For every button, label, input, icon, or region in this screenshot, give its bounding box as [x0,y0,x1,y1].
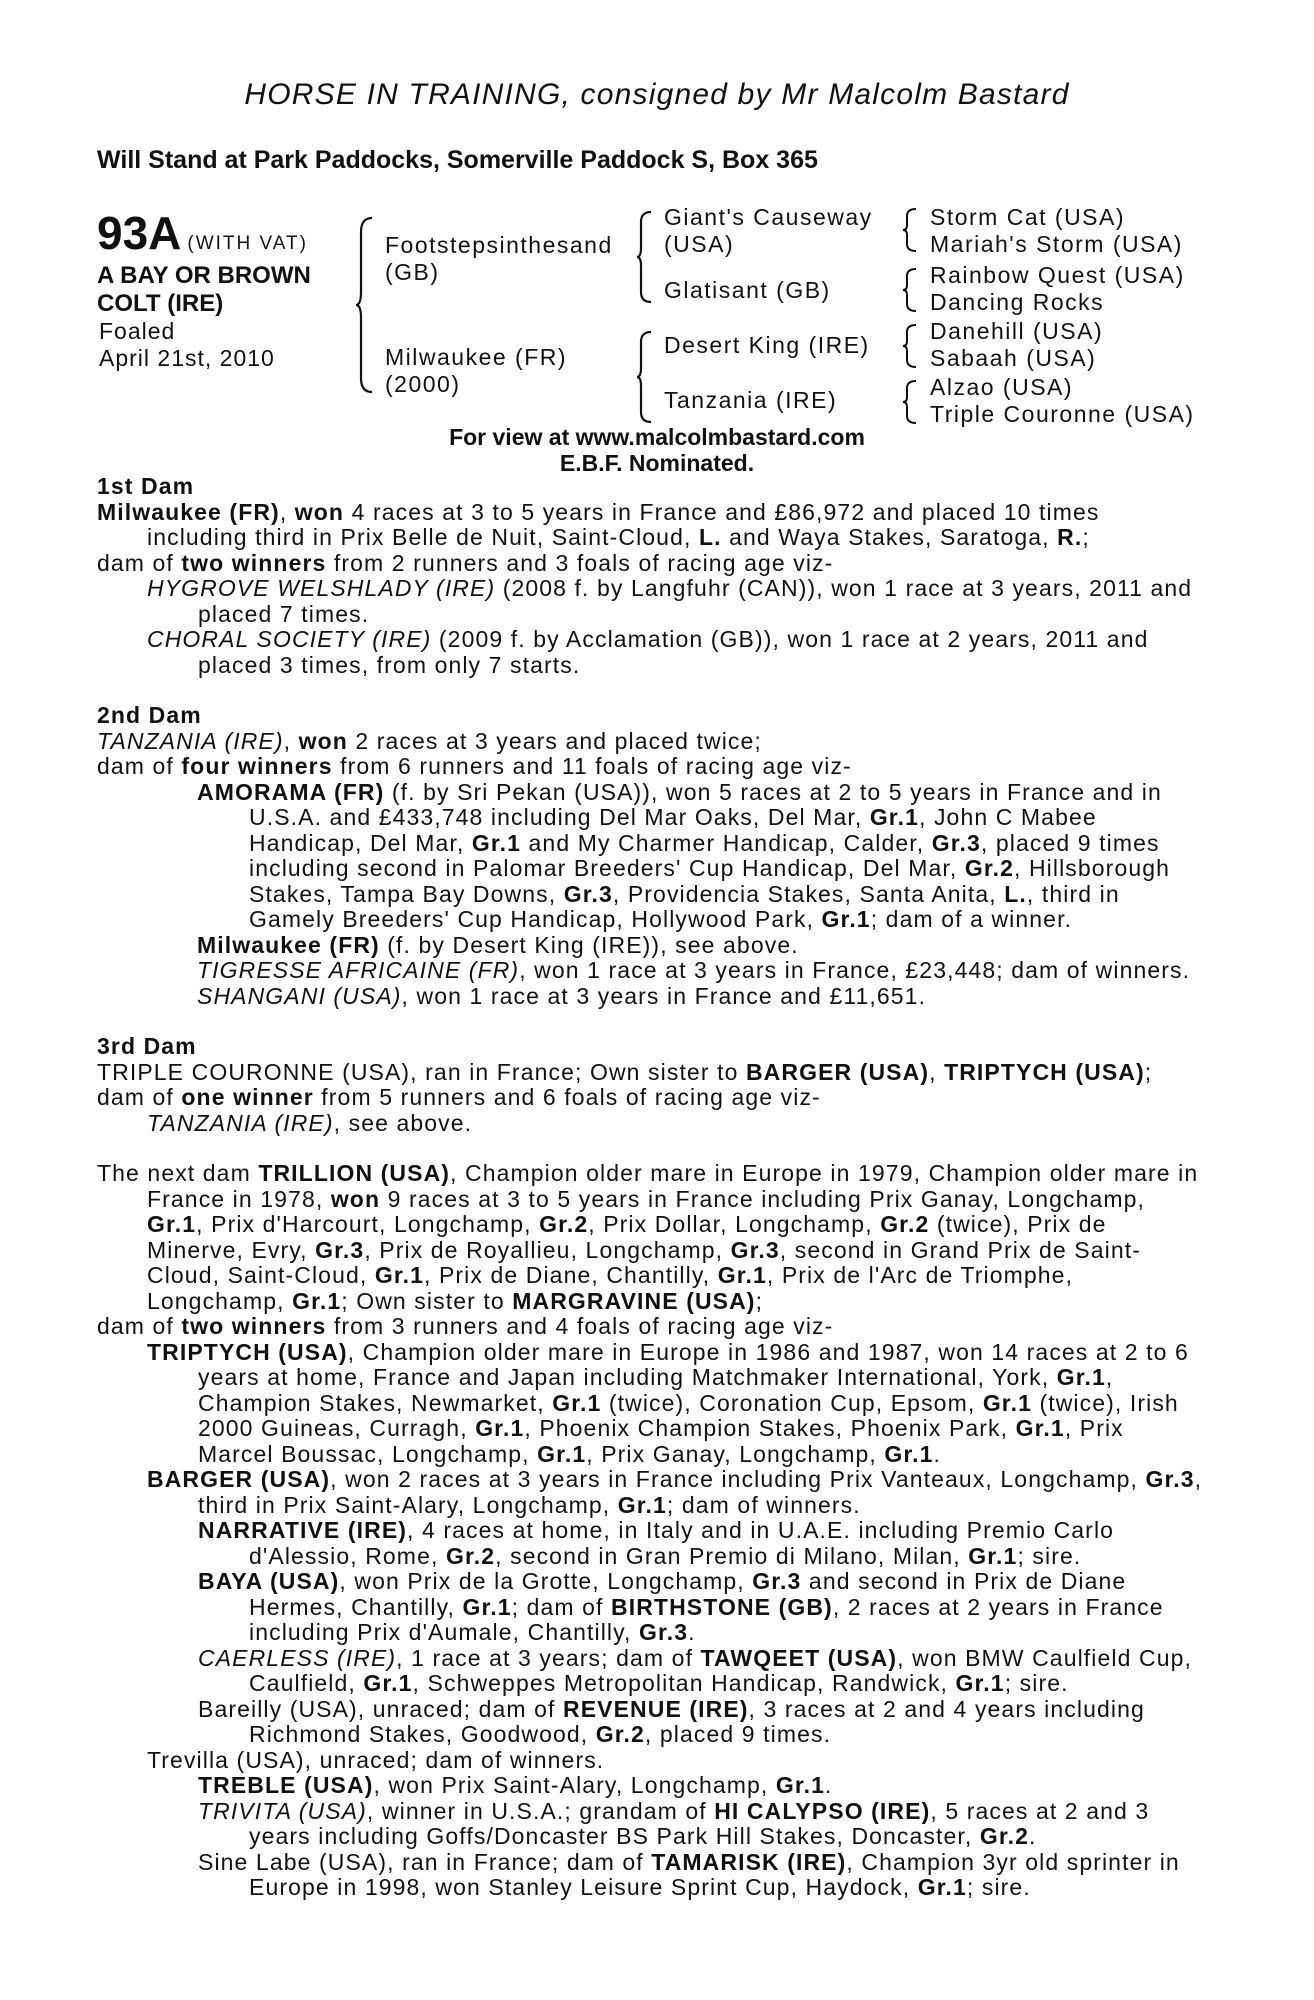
lot-number: 93A [97,207,182,259]
produce-trivita: TRIVITA (USA), winner in U.S.A.; grandam of HI CALYPSO (IRE), 5 races at 2 and 3 years including Goffs/Doncaster BS Park Hill Stakes, Doncaster, Gr.2. [198,1797,1150,1849]
ebf-note: E.B.F. Nominated. [559,450,755,476]
second-dam-produce: dam of four winners from 6 runners and 11 foals of racing age viz- [97,753,852,779]
produce-tanzania: TANZANIA (IRE), see above. [147,1109,473,1136]
produce-tigresse: TIGRESSE AFRICAINE (FR), won 1 race at 3 years in France, £23,448; dam of winners. [197,957,1191,983]
section-1st-dam: 1st Dam [97,473,195,499]
first-dam-entry: Milwaukee (FR), won 4 races at 3 to 5 years in France and £86,972 and placed 10 times including third in Prix Belle de Nuit, Saint-Cloud, L. and Waya Stakes, Saratoga, R.; [97,498,1100,550]
produce-triptych: TRIPTYCH (USA), Champion older mare in Europe in 1986 and 1987, won 14 races at 2 to 6 years at home, France and Japan including Matchmaker International, York, Gr.1, Champion Stakes, Newmarket, Gr.1 (twice), Coronation Cup, Epsom, Gr.1 (twice), Irish 2000 Guineas, Curragh, Gr.1, Phoenix Champion Stakes, Phoenix Park, Gr.1, Prix Marcel Boussac, Longchamp, Gr.1, Prix Ganay, Longchamp, Gr.1. [147,1338,1189,1467]
produce-hygrove: HYGROVE WELSHLADY (IRE) (2008 f. by Langfuhr (CAN)), won 1 race at 3 years, 2011 and placed 7 times. [147,575,1193,627]
page-header-title: HORSE IN TRAINING, consigned by Mr Malcolm Bastard [244,78,1070,111]
pedigree-brace-sire [636,208,654,306]
produce-caerless: CAERLESS (IRE), 1 race at 3 years; dam of TAWQEET (USA), won BMW Caulfield Cup, Caulfield, Gr.1, Schweppes Metropolitan Handicap, Randwick, Gr.1; sire. [198,1644,1192,1696]
produce-baya: BAYA (USA), won Prix de la Grotte, Longchamp, Gr.3 and second in Prix de Diane Hermes, Chantilly, Gr.1; dam of BIRTHSTONE (GB), 2 races at 2 years in France including Prix d'Aumale, Chantilly, Gr.3. [198,1568,1164,1645]
produce-narrative: NARRATIVE (IRE), 4 races at home, in Italy and in U.A.E. including Premio Carlo d'Alessio, Rome, Gr.2, second in Gran Premio di Milano, Milan, Gr.1; sire. [198,1517,1115,1569]
produce-treble: TREBLE (USA), won Prix Saint-Alary, Longchamp, Gr.1. [198,1772,833,1798]
section-2nd-dam: 2nd Dam [97,702,202,728]
pedigree-ggp-4: Alzao (USA) Triple Couronne (USA) [930,374,1195,427]
produce-choral-society: CHORAL SOCIETY (IRE) (2009 f. by Acclamation (GB)), won 1 race at 2 years, 2011 and placed 3 times, from only 7 starts. [147,626,1149,678]
pedigree-dam: Milwaukee (FR) (2000) [385,344,568,397]
foaled-date: April 21st, 2010 [99,345,275,371]
pedigree-dam-dam: Tanzania (IRE) [664,387,838,413]
pedigree-brace-main [355,210,375,400]
first-dam-produce: dam of two winners from 2 runners and 3 foals of racing age viz- [97,549,834,576]
foaled-info [99,318,275,372]
horse-description-line1: A BAY OR BROWN [97,262,311,289]
pedigree-brace-dd [902,378,918,426]
vat-note: (WITH VAT) [187,233,308,254]
produce-trevilla: Trevilla (USA), unraced; dam of winners. [147,1746,605,1773]
third-dam-produce: dam of one winner from 5 runners and 6 foals of racing age viz- [97,1084,821,1110]
horse-description-line2: COLT (IRE) [97,290,224,317]
lot-heading [97,206,308,260]
second-dam-entry: TANZANIA (IRE), won 2 races at 3 years and placed twice; [97,727,762,754]
produce-sine-labe: Sine Labe (USA), ran in France; dam of TAMARISK (IRE), Champion 3yr old sprinter in Europe in 1998, won Stanley Leisure Sprint Cup, Haydock, Gr.1; sire. [198,1848,1180,1900]
pedigree-sire-dam: Glatisant (GB) [664,277,831,303]
horse-description [97,262,311,318]
produce-milwaukee: Milwaukee (FR) (f. by Desert King (IRE)), see above. [197,931,799,958]
pedigree-brace-dam [636,328,654,426]
pedigree-dam-sire: Desert King (IRE) [664,332,870,358]
pedigree-brace-ds [902,322,918,370]
third-dam-entry: TRIPLE COURONNE (USA), ran in France; Own sister to BARGER (USA), TRIPTYCH (USA); [97,1058,1153,1085]
pedigree-brace-sd [902,266,918,314]
stand-location: Will Stand at Park Paddocks, Somerville Paddock S, Box 365 [97,146,818,174]
pedigree-ggp-2: Rainbow Quest (USA) Dancing Rocks [930,262,1185,315]
produce-bareilly: Bareilly (USA), unraced; dam of REVENUE (IRE), 3 races at 2 and 4 years including Richmond Stakes, Goodwood, Gr.2, placed 9 times. [198,1695,1145,1747]
produce-amorama: AMORAMA (FR) (f. by Sri Pekan (USA)), won 5 races at 2 to 5 years in France and in U.S.A. and £433,748 including Del Mar Oaks, Del Mar, Gr.1, John C Mabee Handicap, Del Mar, Gr.1 and My Charmer Handicap, Calder, Gr.3, placed 9 times including second in Palomar Breeders' Cup Handicap, Del Mar, Gr.2, Hillsborough Stakes, Tampa Bay Downs, Gr.3, Providencia Stakes, Santa Anita, L., third in Gamely Breeders' Cup Handicap, Hollywood Park, Gr.1; dam of a winner. [197,778,1171,932]
produce-shangani: SHANGANI (USA), won 1 race at 3 years in France and £11,651. [197,982,927,1009]
section-3rd-dam: 3rd Dam [97,1033,197,1059]
foaled-label: Foaled [99,318,176,344]
next-dam-produce: dam of two winners from 3 runners and 4 foals of racing age viz- [97,1313,834,1339]
pedigree-sire: Footstepsinthesand (GB) [385,232,613,285]
pedigree-ggp-3: Danehill (USA) Sabaah (USA) [930,318,1104,371]
next-dam-entry: The next dam TRILLION (USA), Champion older mare in Europe in 1979, Champion older mare in France in 1978, won 9 races at 3 to 5 years in France including Prix Ganay, Longchamp, Gr.1, Prix d'Harcourt, Longchamp, Gr.2, Prix Dollar, Longchamp, Gr.2 (twice), Prix de Minerve, Evry, Gr.3, Prix de Royallieu, Longchamp, Gr.3, second in Grand Prix de Saint-Cloud, Saint-Cloud, Gr.1, Prix de Diane, Chantilly, Gr.1, Prix de l'Arc de Triomphe, Longchamp, Gr.1; Own sister to MARGRAVINE (USA); [97,1160,1199,1314]
view-online-note: For view at www.malcolmbastard.com [449,424,865,450]
pedigree-brace-ss [902,206,918,254]
produce-barger: BARGER (USA), won 2 races at 3 years in France including Prix Vanteaux, Longchamp, Gr.3, third in Prix Saint-Alary, Longchamp, Gr.1; dam of winners. [147,1466,1203,1518]
pedigree-sire-sire: Giant's Causeway (USA) [664,204,873,257]
catalogue-body [97,474,1203,1901]
pedigree-ggp-1: Storm Cat (USA) Mariah's Storm (USA) [930,204,1183,257]
